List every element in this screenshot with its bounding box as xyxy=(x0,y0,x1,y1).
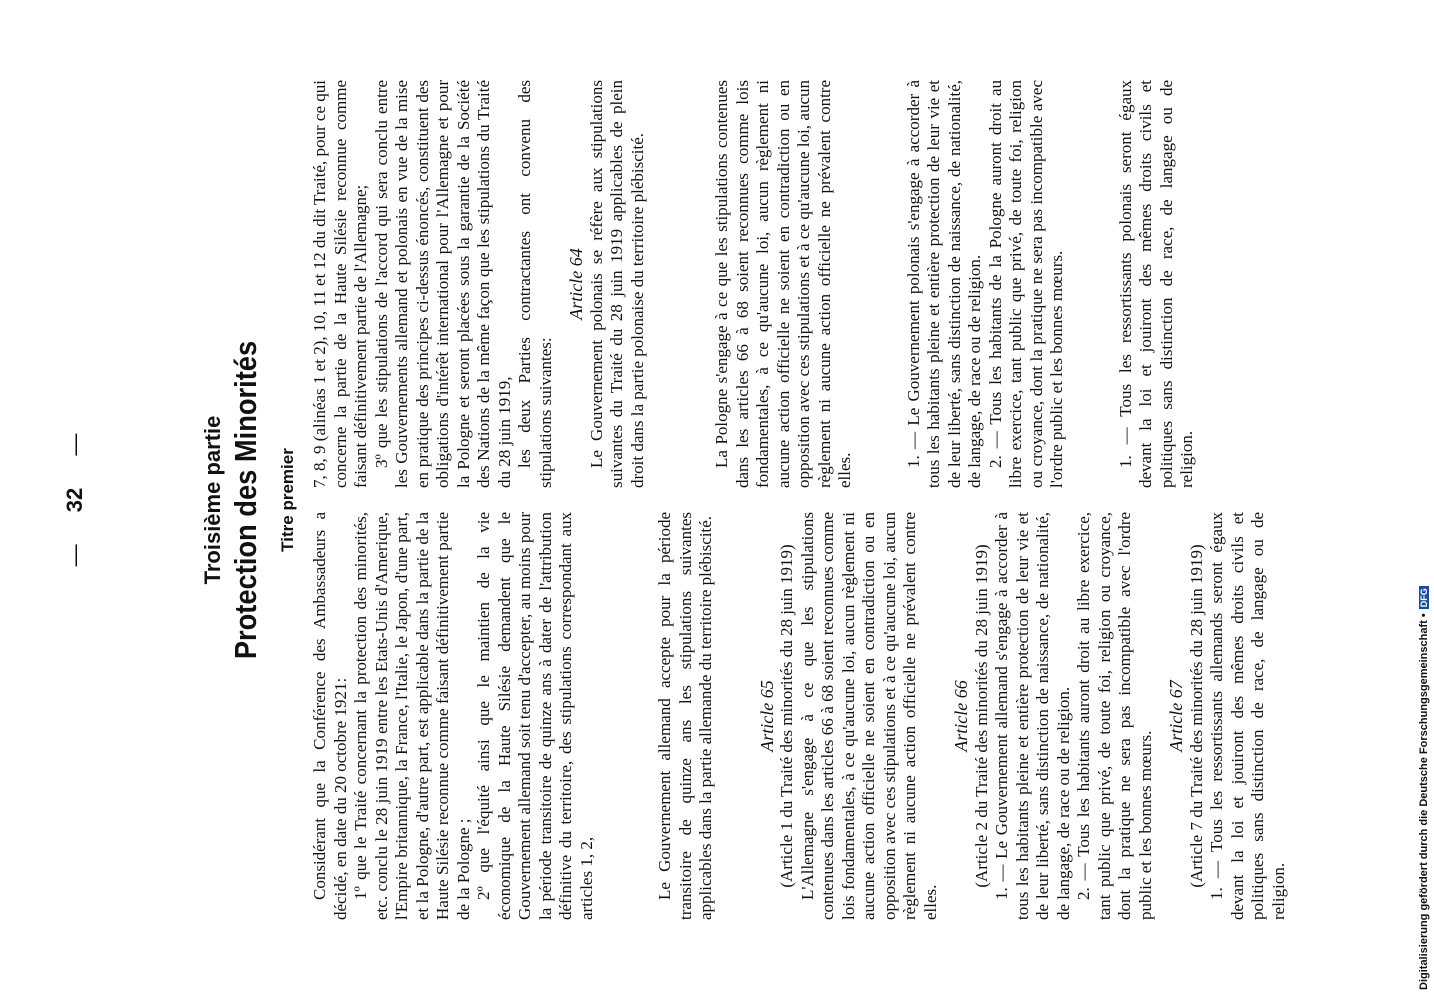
paragraph: 1. — Le Gouvernement polonais s'engage à accorder à tous les habitants pleine et entière protection de leur vie et de leur liberté, sans distinction de naissance, de nationalité, de langage, de race ou de religion. xyxy=(903,80,984,488)
paragraph: les deux Parties contractantes ont convenu des stipulations suivantes: xyxy=(515,80,555,488)
page-number-dash: — xyxy=(62,544,87,567)
article-title: Article 64 xyxy=(566,248,586,320)
paragraph: 1. — Tous les ressortissants polonais seront égaux devant la loi et jouiront des mêmes droits civils et politiques sans distinction de race, de langage ou de religion. xyxy=(1115,80,1196,488)
paragraph: Considérant que la Conférence des Ambassadeurs a décidé, en date du 20 octobre 1921: xyxy=(310,512,350,920)
section-title: Titre premier xyxy=(278,448,297,552)
paragraph: La Pologne s'engage à ce que les stipulations contenues dans les articles 66 à 68 soient reconnues comme lois fondamentales, à ce qu'aucune loi, aucun règlement ni aucune action officielle ne soient en contradiction ou en opposition avec ces stipulations et à ce qu'aucune loi, aucun règlement ni aucune action officielle ne prévalent contre elles. xyxy=(712,80,854,488)
article-title: Article 65 xyxy=(756,680,777,752)
paragraph: Le Gouvernement allemand accepte pour la période transitoire de quinze ans les stipulations suivantes applicables dans la partie allemande du territoire plébiscité. xyxy=(655,512,715,920)
right-column xyxy=(310,80,1198,488)
paragraph: 1º que le Traité concernant la protection des minorités, etc. conclu le 28 juin 1919 entre les Etats-Unis d'Amerique, l'Empire britannique, la France, l'Italie, le Japon, d'une part, et la Pologne, d'autre part, est applicable dans la partie de la Haute Silésie reconnue comme faisant définitivement partie de la Pologne ; xyxy=(351,512,473,920)
paragraph: L'Allemagne s'engage à ce que les stipulations contenues dans les articles 66 à 68 soient reconnues comme lois fondamentales, à ce qu'aucune loi, aucun règlement ni aucune action officielle ne soient en contradiction ou en opposition avec ces stipulations et à ce qu'aucune loi, aucun règlement ni aucune action officielle ne prévalent contre elles. xyxy=(797,512,940,920)
digitization-credit xyxy=(1418,10,1430,990)
page-number-value: 32 xyxy=(62,487,87,513)
dfg-logo: DFG xyxy=(1419,588,1429,608)
credit-text: Digitalisierung gefördert durch die Deutsche Forschungsgemeinschaft • xyxy=(1418,613,1430,990)
article-title: Article 66 xyxy=(951,680,971,752)
paragraph: 3º que les stipulations de l'accord qui sera conclu entre les Gouvernements allemand et polonais en vue de la mise en pratique des principes ci-dessus énoncés, constituent des obligations d'intérêt international pour l'Allemagne et pour la Pologne et seront placées sous la garantie de la Société des Nations de la même façon que les stipulations du Traité du 28 juin 1919, xyxy=(371,80,514,488)
rotated-document-page xyxy=(62,0,1370,1000)
article-subtitle: (Article 1 du Traité des minorités du 28 juin 1919) xyxy=(777,544,796,888)
page-number-dash: — xyxy=(62,433,87,456)
article-title: Article 67 xyxy=(1166,680,1186,752)
article-subtitle: (Article 7 du Traité des minorités du 28 juin 1919) xyxy=(1186,544,1206,888)
page-number xyxy=(62,0,88,1000)
paragraph: 1. — Tous les ressortissants allemands seront égaux devant la loi et jouiront des mêmes droits civils et politiques sans distinction de race, de langage ou de religion. xyxy=(1207,512,1288,920)
article-subtitle: (Article 2 du Traité des minorités du 28 juin 1919) xyxy=(971,544,991,888)
paragraph: 2. — Tous les habitants de la Pologne auront droit au libre exercice, tant public que privé, de toute foi, religion ou croyance, dont la pratique ne sera pas incompatible avec l'ordre public et les bonnes mœurs. xyxy=(985,80,1066,488)
paragraph: 7, 8, 9 (alinéas 1 et 2), 10, 11 et 12 du dit Traité, pour ce qui concerne la partie de la Haute Silésie reconnue comme faisant définitivement partie de l'Allemagne; xyxy=(310,80,370,488)
paragraph: 2. — Tous les habitants auront droit au libre exercice, tant public que privé, de toute foi, religion ou croyance, dont la pratique ne sera pas incompatible avec l'ordre public et les bonnes mœurs. xyxy=(1074,512,1155,920)
paragraph: 2º que l'équité ainsi que le maintien de la vie économique de la Haute Silésie demandent que le Gouvernement allemand soit tenu d'accepter, au moins pour la période transitoire de quinze ans à dater de l'attribution définitive du territoire, des stipulations correspondant aux articles 1, 2, xyxy=(474,512,596,920)
main-title: Protection des Minorités xyxy=(228,340,263,660)
paragraph: 1. — Le Gouvernement allemand s'engage à accorder à tous les habitants pleine et entière protection de leur vie et de leur liberté, sans distinction de naissance, de nationalité, de langage, de race ou de religion. xyxy=(992,512,1073,920)
left-column xyxy=(310,512,1289,920)
paragraph: Le Gouvernement polonais se réfère aux stipulations suivantes du Traité du 28 juin 1919 applicables de plein droit dans la partie polonaise du territoire plébiscité. xyxy=(586,80,647,488)
part-title: Troisième partie xyxy=(200,415,225,585)
